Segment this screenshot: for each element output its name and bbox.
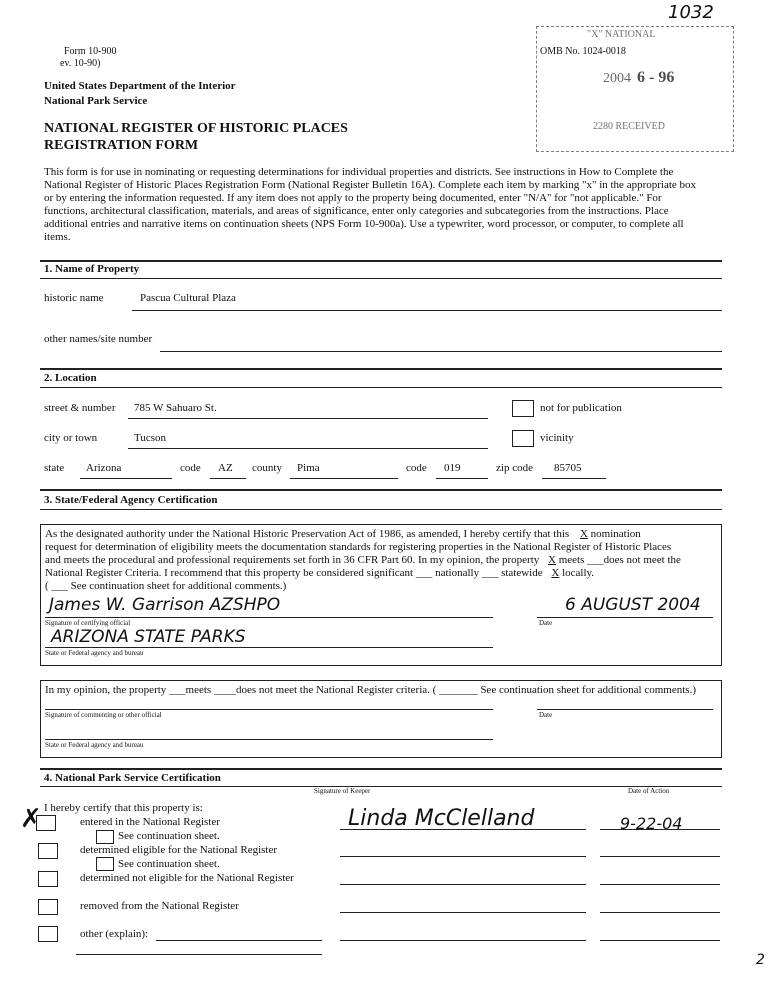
keeper-line: [340, 829, 586, 830]
field-underline: [128, 418, 488, 419]
city-label: city or town: [44, 432, 98, 444]
intro-line: items.: [44, 231, 71, 243]
other-explain-line: [76, 954, 322, 955]
keeper-line: [340, 884, 586, 885]
not-for-publication-label: not for publication: [540, 402, 622, 414]
form-revision: ev. 10-90): [60, 58, 101, 69]
zip-label: zip code: [496, 462, 533, 474]
cert-text: As the designated authority under the National Historic Preservation Act of 1986, as amended, I hereby certify that this: [45, 528, 570, 540]
divider: [40, 509, 722, 510]
divider: [40, 786, 722, 787]
county-code-field[interactable]: 019: [444, 462, 461, 474]
option-label: determined not eligible for the National Register: [80, 872, 294, 884]
option-label: other (explain):: [80, 928, 149, 940]
page-title: NATIONAL REGISTER OF HISTORIC PLACES: [44, 121, 348, 136]
not-eligible-checkbox[interactable]: [38, 871, 58, 887]
nomination-word: nomination: [590, 528, 641, 540]
state-code-field[interactable]: AZ: [218, 462, 233, 474]
agency-line: [45, 739, 493, 740]
vicinity-label: vicinity: [540, 432, 574, 444]
cert-line: ( ___ See continuation sheet for additional comments.): [45, 580, 287, 592]
removed-checkbox[interactable]: [38, 899, 58, 915]
action-date-label: Date of Action: [628, 787, 670, 795]
certification-box: [40, 524, 722, 666]
continuation-label: See continuation sheet.: [118, 830, 220, 842]
locally-mark[interactable]: X: [551, 567, 560, 579]
meets-text: meets ___does not meet the: [558, 554, 681, 566]
omb-number: OMB No. 1024-0018: [540, 46, 626, 57]
signature-label: Signature of certifying official: [45, 619, 131, 627]
agency-name[interactable]: ARIZONA STATE PARKS: [51, 627, 246, 647]
keeper-line: [340, 856, 586, 857]
date2-label: Date: [539, 711, 553, 719]
field-underline: [80, 478, 172, 479]
continuation-checkbox[interactable]: [96, 857, 114, 871]
signature-line: [45, 709, 493, 710]
not-for-publication-checkbox[interactable]: [512, 400, 534, 417]
cert-text: and meets the procedural and professional requirements set forth in 36 CFR Part 60. In my opinion, the property: [45, 554, 540, 566]
historic-name-label: historic name: [44, 292, 104, 304]
county-label: county: [252, 462, 282, 474]
zip-field[interactable]: 85705: [554, 462, 582, 474]
eligible-checkbox[interactable]: [38, 843, 58, 859]
received-stamp: [536, 26, 734, 152]
form-number: Form 10-900: [64, 46, 117, 57]
agency-label: State or Federal agency and bureau: [45, 649, 144, 657]
certification-date[interactable]: 6 AUGUST 2004: [565, 595, 701, 615]
intro-line: This form is for use in nominating or requesting determinations for individual properties and districts. See instructions in How to Complete the: [44, 166, 674, 178]
department: United States Department of the Interior: [44, 80, 236, 92]
historic-name-field[interactable]: Pascua Cultural Plaza: [140, 292, 236, 304]
street-field[interactable]: 785 W Sahuaro St.: [134, 402, 217, 414]
continuation-checkbox[interactable]: [96, 830, 114, 844]
cert-line: [45, 528, 721, 540]
option-label: entered in the National Register: [80, 816, 220, 828]
meets-mark[interactable]: X: [548, 554, 556, 566]
divider: [40, 278, 722, 279]
opinion-box: [40, 680, 722, 758]
state-code-label: code: [180, 462, 201, 474]
date-line: [537, 709, 713, 710]
cert-line: [45, 567, 594, 579]
city-field[interactable]: Tucson: [134, 432, 166, 444]
stamp-date: 2004: [603, 71, 631, 86]
cert-text: National Register Criteria. I recommend that this property be considered significant ___ nationally ___ statewide: [45, 567, 543, 579]
divider: [40, 368, 722, 370]
divider: [40, 489, 722, 491]
agency-line: [45, 647, 493, 648]
county-code-label: code: [406, 462, 427, 474]
date-line: [600, 856, 720, 857]
other-explain-line[interactable]: [156, 940, 322, 941]
opinion-text: In my opinion, the property ___meets ____does not meet the National Register criteria. ( _______ See continuation sheet for additional comments.): [45, 684, 696, 696]
vicinity-checkbox[interactable]: [512, 430, 534, 447]
section2-heading: 2. Location: [44, 372, 97, 384]
continuation-label: See continuation sheet.: [118, 858, 220, 870]
section3-heading: 3. State/Federal Agency Certification: [44, 494, 218, 506]
other-names-label: other names/site number: [44, 333, 153, 345]
keeper-line: [340, 940, 586, 941]
field-underline: [542, 478, 606, 479]
keeper-label: Signature of Keeper: [314, 787, 371, 795]
field-underline: [160, 351, 722, 352]
certifying-signature[interactable]: James W. Garrison AZSHPO: [49, 595, 281, 615]
date-line: [600, 829, 720, 830]
commenting-label: Signature of commenting or other official: [45, 711, 162, 719]
field-underline: [128, 448, 488, 449]
signature-line: [45, 617, 493, 618]
page-mark: 2: [756, 952, 765, 968]
page-subtitle: REGISTRATION FORM: [44, 138, 199, 153]
field-underline: [436, 478, 488, 479]
divider: [40, 387, 722, 388]
date-label: Date: [539, 619, 553, 627]
street-label: street & number: [44, 402, 116, 414]
county-field[interactable]: Pima: [297, 462, 320, 474]
stamp-bottom: 2280 RECEIVED: [593, 121, 665, 132]
check-mark: ✗: [20, 804, 42, 833]
stamp-number: 6 - 96: [637, 69, 675, 86]
option-label: removed from the National Register: [80, 900, 239, 912]
intro-line: functions, architectural classification, materials, and areas of significance, enter only categories and subcategories from the instructions. Place: [44, 205, 669, 217]
state-field[interactable]: Arizona: [86, 462, 122, 474]
certify-text: I hereby certify that this property is:: [44, 802, 203, 814]
action-date[interactable]: 9-22-04: [620, 814, 683, 833]
section1-heading: 1. Name of Property: [44, 263, 140, 275]
field-underline: [290, 478, 398, 479]
agency2-label: State or Federal agency and bureau: [45, 741, 144, 749]
nomination-mark[interactable]: X: [579, 528, 588, 540]
field-underline: [132, 310, 722, 311]
corner-number: 1032: [668, 2, 714, 23]
keeper-signature[interactable]: Linda McClelland: [348, 806, 535, 831]
stamp-line: "X" NATIONAL: [587, 29, 656, 40]
divider: [40, 260, 722, 262]
cert-line: request for determination of eligibility meets the documentation standards for registering properties in the National Register of Historic Places: [45, 541, 672, 553]
date-line: [600, 940, 720, 941]
divider: [40, 768, 722, 770]
date-line: [600, 884, 720, 885]
locally-word: locally.: [562, 567, 595, 579]
date-line: [600, 912, 720, 913]
service: National Park Service: [44, 95, 148, 107]
keeper-line: [340, 912, 586, 913]
intro-line: National Register of Historic Places Registration Form (National Register Bulletin 16A). Complete each item by marking "x" in the appropriate box: [44, 179, 697, 191]
intro-line: or by entering the information requested. If any item does not apply to the property being documented, enter "N/A" for "not applicable." For: [44, 192, 662, 204]
field-underline: [210, 478, 246, 479]
date-line: [537, 617, 713, 618]
state-label: state: [44, 462, 65, 474]
option-label: determined eligible for the National Register: [80, 844, 278, 856]
other-checkbox[interactable]: [38, 926, 58, 942]
intro-line: additional entries and narrative items on continuation sheets (NPS Form 10-900a). Use a typewriter, word processor, or computer, to complete all: [44, 218, 684, 230]
intro-paragraph: [44, 166, 724, 244]
section4-heading: 4. National Park Service Certification: [44, 772, 221, 784]
cert-line: [45, 554, 681, 566]
